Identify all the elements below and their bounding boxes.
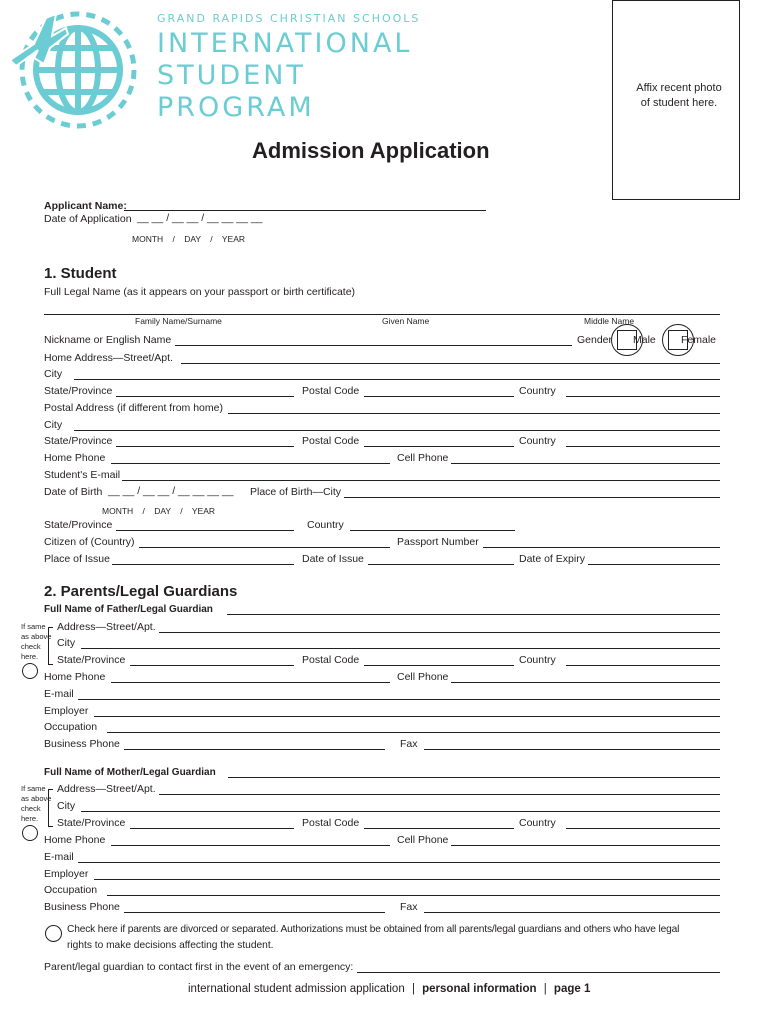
program-line-2: STUDENT [157,60,306,91]
father-employer-field[interactable] [94,716,720,717]
father-same-note: If same as above check here. [21,622,52,661]
father-name-label: Full Name of Father/Legal Guardian [44,604,213,615]
postal-field[interactable] [364,396,514,397]
footer-sep-1: | [411,983,415,995]
father-state-field[interactable] [130,665,294,666]
home-phone-field[interactable] [111,463,390,464]
male-label: Male [633,334,656,346]
mother-country-field[interactable] [566,828,720,829]
applicant-name-field[interactable] [124,210,486,211]
country-field[interactable] [566,396,720,397]
given-name-label: Given Name [382,316,430,326]
state-field[interactable] [116,396,294,397]
country-2-label: Country [519,435,556,447]
date-of-issue-label: Date of Issue [302,553,364,565]
page-title: Admission Application [252,138,490,163]
dob-hint: MONTH / DAY / YEAR [102,506,216,516]
place-of-issue-label: Place of Issue [44,553,110,565]
dob-field[interactable]: __ __ / __ __ / __ __ __ __ [108,485,234,497]
footer [188,983,590,995]
state-2-label: State/Province [44,435,113,447]
female-label: Female [681,334,717,346]
family-name-label: Family Name/Surname [135,316,222,326]
place-of-birth-field[interactable] [344,497,720,498]
father-address-label: Address—Street/Apt. [57,621,156,633]
date-of-expiry-field[interactable] [588,564,720,565]
postal-2-label: Postal Code [302,435,360,447]
mother-state-field[interactable] [130,828,294,829]
mother-fax-field[interactable] [424,912,720,913]
mother-name-field[interactable] [228,777,720,778]
postal-address-field[interactable] [228,413,720,414]
date-of-application-field[interactable]: __ __ / __ __ / __ __ __ __ [137,212,263,224]
legal-name-label: Full Legal Name (as it appears on your passport or birth certificate) [44,286,356,298]
gender-label: Gender [577,334,613,346]
mother-country-label: Country [519,817,556,829]
state-2-field[interactable] [116,446,294,447]
passport-field[interactable] [483,547,720,548]
cell-phone-label: Cell Phone [397,452,449,464]
country-2-field[interactable] [566,446,720,447]
mother-email-field[interactable] [78,862,720,863]
father-email-label: E-mail [44,688,74,700]
school-name: GRAND RAPIDS CHRISTIAN SCHOOLS [157,12,421,25]
father-city-field[interactable] [81,648,720,649]
student-email-field[interactable] [122,480,720,481]
cell-phone-field[interactable] [451,463,720,464]
father-same-checkbox[interactable] [22,663,38,679]
home-address-label: Home Address—Street/Apt. [44,352,173,364]
mother-home-phone-field[interactable] [111,845,390,846]
mother-city-field[interactable] [81,811,720,812]
date-of-application-label: Date of Application [44,213,132,225]
applicant-name-label: Applicant Name: [44,200,127,212]
father-cell-phone-field[interactable] [451,682,720,683]
father-bracket [48,627,53,665]
globe-airplane-logo-icon [6,8,140,132]
father-occupation-field[interactable] [107,732,720,733]
footer-sep-2: | [543,983,547,995]
country-3-label: Country [307,519,344,531]
father-email-field[interactable] [78,699,720,700]
parents-heading: 2. Parents/Legal Guardians [44,583,238,600]
mother-postal-field[interactable] [364,828,514,829]
father-home-phone-field[interactable] [111,682,390,683]
mother-same-checkbox[interactable] [22,825,38,841]
emergency-contact-label: Parent/legal guardian to contact first in the event of an emergency: [44,961,354,973]
mother-fax-label: Fax [400,901,418,913]
divorced-text-line-1: Check here if parents are divorced or separated. Authorizations must be obtained from all parents/legal guardians and others who have legal [67,924,680,935]
city-2-label: City [44,419,63,431]
mother-bracket [48,789,53,827]
home-address-field[interactable] [181,363,720,364]
father-employer-label: Employer [44,705,89,717]
father-fax-field[interactable] [424,749,720,750]
mother-state-label: State/Province [57,817,126,829]
mother-occupation-field[interactable] [107,895,720,896]
mother-business-phone-label: Business Phone [44,901,120,913]
father-address-field[interactable] [159,632,720,633]
mother-same-note: If same as above check here. [21,784,52,823]
mother-postal-label: Postal Code [302,817,360,829]
middle-name-label: Middle Name [584,316,635,326]
place-of-birth-label: Place of Birth—City [250,486,342,498]
photo-note: Affix recent photo of student here. [636,82,722,109]
father-fax-label: Fax [400,738,418,750]
mother-business-phone-field[interactable] [124,912,385,913]
nickname-label: Nickname or English Name [44,334,172,346]
program-line-1: INTERNATIONAL [157,28,413,59]
mother-email-label: E-mail [44,851,74,863]
passport-label: Passport Number [397,536,479,548]
mother-occupation-label: Occupation [44,884,98,896]
country-label: Country [519,385,556,397]
father-city-label: City [57,637,76,649]
divorced-text-line-2: rights to make decisions affecting the student. [67,940,274,951]
city-label: City [44,368,63,380]
mother-city-label: City [57,800,76,812]
country-3-field[interactable] [350,530,515,531]
dob-label: Date of Birth [44,486,103,498]
footer-middle: personal information [422,983,537,995]
footer-left: international student admission application [188,983,405,995]
father-business-phone-label: Business Phone [44,738,120,750]
father-business-phone-field[interactable] [124,749,385,750]
state-3-label: State/Province [44,519,113,531]
mother-cell-phone-label: Cell Phone [397,834,449,846]
postal-2-field[interactable] [364,446,514,447]
father-country-field[interactable] [566,665,720,666]
father-occupation-label: Occupation [44,721,98,733]
citizen-label: Citizen of (Country) [44,536,135,548]
state-3-field[interactable] [116,530,294,531]
city-2-field[interactable] [74,430,720,431]
mother-name-label: Full Name of Mother/Legal Guardian [44,767,216,778]
postal-label: Postal Code [302,385,360,397]
place-of-issue-field[interactable] [112,564,294,565]
student-heading: 1. Student [44,265,117,282]
footer-page: page 1 [553,983,591,995]
mother-employer-label: Employer [44,868,89,880]
date-of-application-hint: MONTH / DAY / YEAR [132,234,246,244]
date-of-expiry-label: Date of Expiry [519,553,585,565]
divorced-checkbox[interactable] [45,925,62,942]
father-home-phone-label: Home Phone [44,671,106,683]
photo-box[interactable] [612,0,740,200]
mother-employer-field[interactable] [94,879,720,880]
state-label: State/Province [44,385,113,397]
mother-address-label: Address—Street/Apt. [57,783,156,795]
father-country-label: Country [519,654,556,666]
mother-cell-phone-field[interactable] [451,845,720,846]
father-state-label: State/Province [57,654,126,666]
father-postal-label: Postal Code [302,654,360,666]
nickname-field[interactable] [175,345,572,346]
home-phone-label: Home Phone [44,452,106,464]
citizen-field[interactable] [139,547,390,548]
father-cell-phone-label: Cell Phone [397,671,449,683]
father-postal-field[interactable] [364,665,514,666]
date-of-issue-field[interactable] [368,564,514,565]
postal-address-label: Postal Address (if different from home) [44,402,223,414]
program-line-3: PROGRAM [157,92,315,123]
emergency-contact-field[interactable] [357,972,720,973]
city-field[interactable] [74,379,720,380]
mother-home-phone-label: Home Phone [44,834,106,846]
student-email-label: Student's E-mail [44,469,121,481]
father-name-field[interactable] [227,614,720,615]
mother-address-field[interactable] [159,794,720,795]
